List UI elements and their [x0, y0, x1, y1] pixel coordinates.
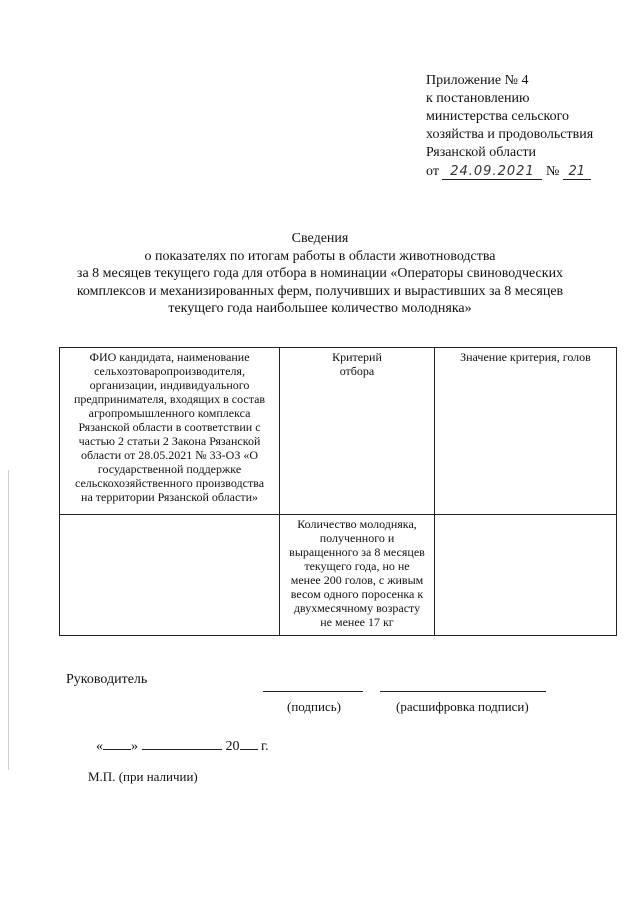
number-sign: № — [545, 164, 560, 179]
signature-decode-line — [380, 691, 546, 692]
header-value: Значение критерия, голов — [434, 348, 616, 515]
year-suffix: г. — [261, 739, 269, 754]
appendix-line: Рязанской области — [426, 145, 537, 160]
close-quote: » — [131, 739, 138, 754]
year-prefix: 20 — [225, 739, 240, 754]
date-line — [96, 737, 269, 755]
title-line: текущего года наибольшее количество молодняка» — [168, 301, 472, 316]
signature-label: Руководитель — [66, 672, 148, 687]
signature-line — [263, 691, 363, 692]
header-criterion: Критерий отбора — [280, 348, 435, 515]
stamp-note: М.П. (при наличии) — [88, 769, 198, 784]
cell-candidate — [60, 515, 280, 636]
appendix-date-row — [426, 163, 626, 181]
handwritten-date: 24.09.2021 — [442, 165, 542, 180]
criteria-table — [59, 347, 617, 636]
open-quote: « — [96, 739, 103, 754]
day-blank — [103, 737, 131, 750]
signature-caption: (подпись) — [287, 699, 341, 714]
title-line: о показателях по итогам работы в области животноводства — [144, 248, 496, 264]
appendix-line: министерства сельского — [426, 109, 570, 124]
from-prefix: от — [426, 164, 439, 179]
cell-value — [434, 515, 616, 636]
signature-decode-caption: (расшифровка подписи) — [396, 699, 529, 714]
appendix-line: Приложение № 4 — [426, 73, 529, 88]
appendix-line: хозяйства и продовольствия — [426, 127, 594, 142]
document-heading: Сведения — [291, 231, 349, 246]
header-candidate: ФИО кандидата, наименование сельхозтоваропроизводителя, организации, индивидуального предпринимателя, входящих в состав агропромышленного комплекса Рязанской области в соответствии с частью 2 статьи 2 Закона Рязанской области от 28.05.2021 № 33-ОЗ «О государственной поддержке сельскохозяйственного производства на территории Рязанской области» — [60, 348, 280, 515]
title-line: комплексов и механизированных ферм, получивших и вырастивших за 8 месяцев — [76, 283, 564, 299]
cell-criterion: Количество молодняка, полученного и выращенного за 8 месяцев текущего года, но не менее 200 голов, с живым весом одного поросенка к двухмесячному возрасту не менее 17 кг — [280, 515, 435, 636]
scan-edge-line — [8, 470, 9, 770]
table-header-row — [60, 348, 617, 515]
title-line: за 8 месяцев текущего года для отбора в номинации «Операторы свиноводческих — [76, 266, 564, 281]
appendix-block — [426, 72, 626, 181]
table-row — [60, 515, 617, 636]
handwritten-number: 21 — [563, 165, 591, 180]
month-blank — [142, 737, 222, 750]
year-blank — [240, 737, 258, 750]
appendix-line: к постановлению — [426, 91, 530, 106]
title-block — [40, 230, 600, 318]
